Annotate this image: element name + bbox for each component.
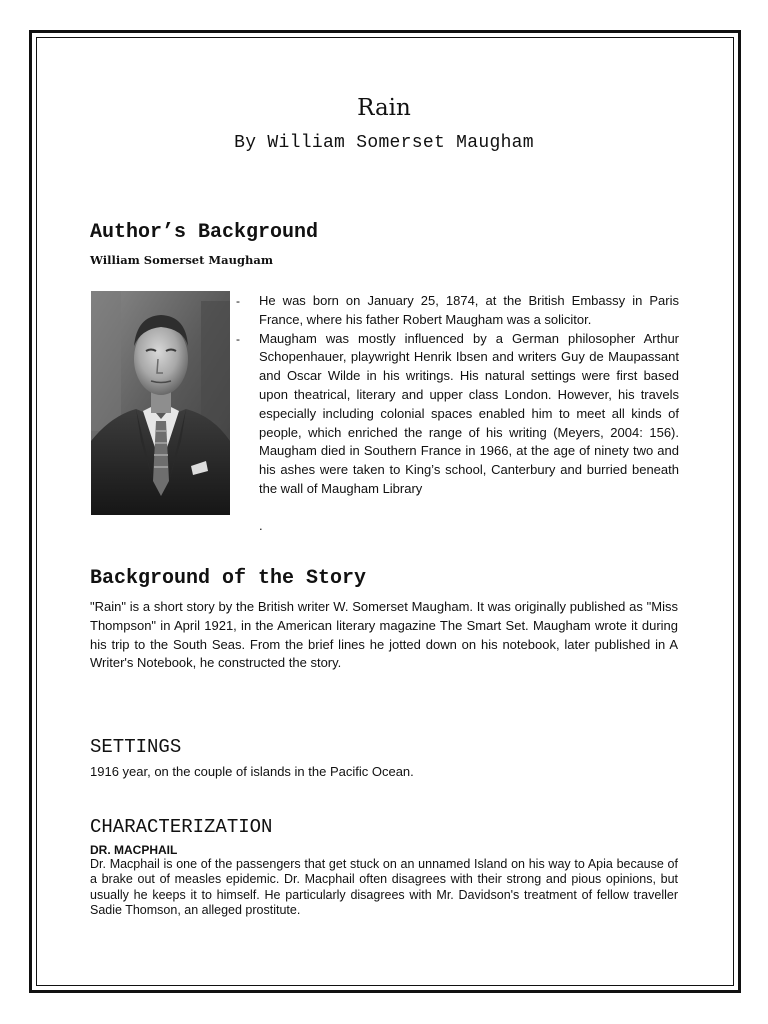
bullet-dash: - <box>236 294 240 308</box>
settings-text: 1916 year, on the couple of islands in the Pacific Ocean. <box>90 764 414 779</box>
author-background-heading: Author’s Background <box>90 221 319 244</box>
character-description: Dr. Macphail is one of the passengers that get stuck on an unnamed Island on his way to Apia because of a brake out of measles epidemic. Dr. Macphail often disagrees with their strong and pious opinions, but usually he keeps it to himself. He particularly disagrees with Mr. Davidson's treatment of fellow traveller Sadie Thomson, an alleged prostitute. <box>90 857 678 917</box>
story-background-text: "Rain" is a short story by the British writer W. Somerset Maugham. It was originally published as "Miss Thompson" in April 1921, in the American literary magazine The Smart Set. Maugham wrote it during his trip to the South Seas. From the brief lines he jotted down on his notebook, later published in A Writer's Notebook, he constructed the story. <box>90 599 678 671</box>
author-bio-text: Maugham was mostly influenced by a German philosopher Arthur Schopenhauer, playwright Henrik Ibsen and writers Guy de Maupassant and Oscar Wilde in his writings. His natural settings were first based upon theatrical, literary and upper class London. However, his travels especially including colonial spaces enabled him to meet all kinds of people, which enriched the range of his writing (Meyers, 2004: 156). Maugham died in Southern France in 1966, at the age of ninety two and his ashes were taken to King’s school, Canterbury and burried beneath the wall of Maugham Library <box>259 330 679 496</box>
author-bio-item <box>236 292 679 330</box>
portrait-photo <box>91 291 230 515</box>
document-title: Rain <box>357 95 411 121</box>
author-name: William Somerset Maugham <box>90 253 274 267</box>
author-bio-item <box>236 330 679 499</box>
trailing-dot: . <box>259 518 263 533</box>
story-background-heading: Background of the Story <box>90 567 367 590</box>
author-bio-text: He was born on January 25, 1874, at the British Embassy in Paris France, where his father Robert Maugham was a solicitor. <box>259 293 679 327</box>
characterization-heading: CHARACTERIZATION <box>90 816 273 838</box>
author-bio-list <box>236 292 679 499</box>
document-subtitle: By William Somerset Maugham <box>234 133 534 153</box>
bullet-dash: - <box>236 331 240 346</box>
character-name: DR. MACPHAIL <box>90 843 178 857</box>
settings-heading: SETTINGS <box>90 736 182 758</box>
